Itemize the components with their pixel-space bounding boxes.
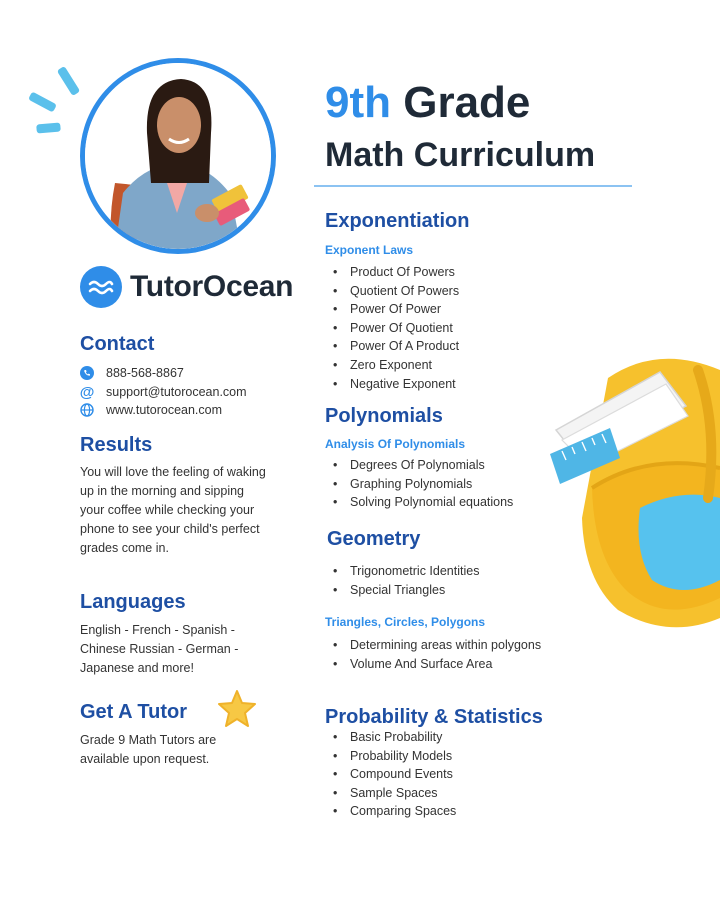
list-item: • Sample Spaces xyxy=(333,784,456,803)
list-item: • Zero Exponent xyxy=(333,356,459,375)
geometry-list-2 xyxy=(333,636,541,673)
title-grade-word: Grade xyxy=(403,78,531,127)
contact-email-text: support@tutorocean.com xyxy=(106,385,247,399)
languages-text: English - French - Spanish - Chinese Russian - German - Japanese and more! xyxy=(80,623,239,675)
title-divider xyxy=(314,185,632,187)
polynomials-list xyxy=(333,456,513,512)
list-item: • Solving Polynomial equations xyxy=(333,493,513,512)
languages-heading: Languages xyxy=(80,591,186,613)
globe-icon xyxy=(80,403,94,417)
triangles-subheading: Triangles, Circles, Polygons xyxy=(325,615,486,629)
backpack-illustration xyxy=(548,348,720,638)
list-item: • Negative Exponent xyxy=(333,375,459,394)
results-heading: Results xyxy=(80,434,153,456)
list-item: • Trigonometric Identities xyxy=(333,562,479,581)
list-item: • Graphing Polynomials xyxy=(333,475,513,494)
list-item: • Volume And Surface Area xyxy=(333,655,541,674)
list-item: • Power Of A Product xyxy=(333,337,459,356)
list-item: • Determining areas within polygons xyxy=(333,636,541,655)
contact-website-text: www.tutorocean.com xyxy=(106,403,223,417)
contact-phone xyxy=(80,366,184,380)
list-item: • Quotient Of Powers xyxy=(333,282,459,301)
geometry-list xyxy=(333,562,479,599)
polynomials-heading: Polynomials xyxy=(325,405,443,427)
get-tutor-text: Grade 9 Math Tutors are available upon request. xyxy=(80,733,217,766)
contact-phone-text: 888-568-8867 xyxy=(106,366,184,380)
list-item: • Degrees Of Polynomials xyxy=(333,456,513,475)
list-item: • Power Of Quotient xyxy=(333,319,459,338)
exponent-laws-subheading: Exponent Laws xyxy=(325,243,414,257)
page-subtitle: Math Curriculum xyxy=(325,136,596,174)
geometry-heading: Geometry xyxy=(327,528,421,550)
star-icon xyxy=(216,688,258,735)
list-item: • Product Of Powers xyxy=(333,263,459,282)
list-item: • Power Of Power xyxy=(333,300,459,319)
list-item: • Probability Models xyxy=(333,747,456,766)
exponentiation-heading: Exponentiation xyxy=(325,210,470,232)
at-icon: @ xyxy=(79,383,95,401)
probability-list xyxy=(333,728,456,821)
list-item: • Special Triangles xyxy=(333,581,479,600)
wave-logo-icon xyxy=(80,266,122,308)
student-photo xyxy=(80,58,276,254)
list-item: • Basic Probability xyxy=(333,728,456,747)
analysis-polynomials-subheading: Analysis Of Polynomials xyxy=(325,437,466,451)
contact-email xyxy=(80,385,247,399)
brand-logo xyxy=(80,266,293,308)
page-title xyxy=(325,78,530,128)
probability-heading: Probability & Statistics xyxy=(325,706,543,728)
phone-icon xyxy=(80,366,94,380)
exponentiation-list xyxy=(333,263,459,393)
results-text: You will love the feeling of waking up in the morning and sipping your coffee while checking your phone to see your child's perfect grades come in. xyxy=(80,465,266,555)
list-item: • Compound Events xyxy=(333,765,456,784)
contact-website xyxy=(80,403,222,417)
list-item: • Comparing Spaces xyxy=(333,802,456,821)
get-tutor-heading: Get A Tutor xyxy=(80,701,188,723)
contact-heading: Contact xyxy=(80,333,155,355)
title-grade-number: 9th xyxy=(325,78,391,127)
brand-name: TutorOcean xyxy=(130,270,294,303)
